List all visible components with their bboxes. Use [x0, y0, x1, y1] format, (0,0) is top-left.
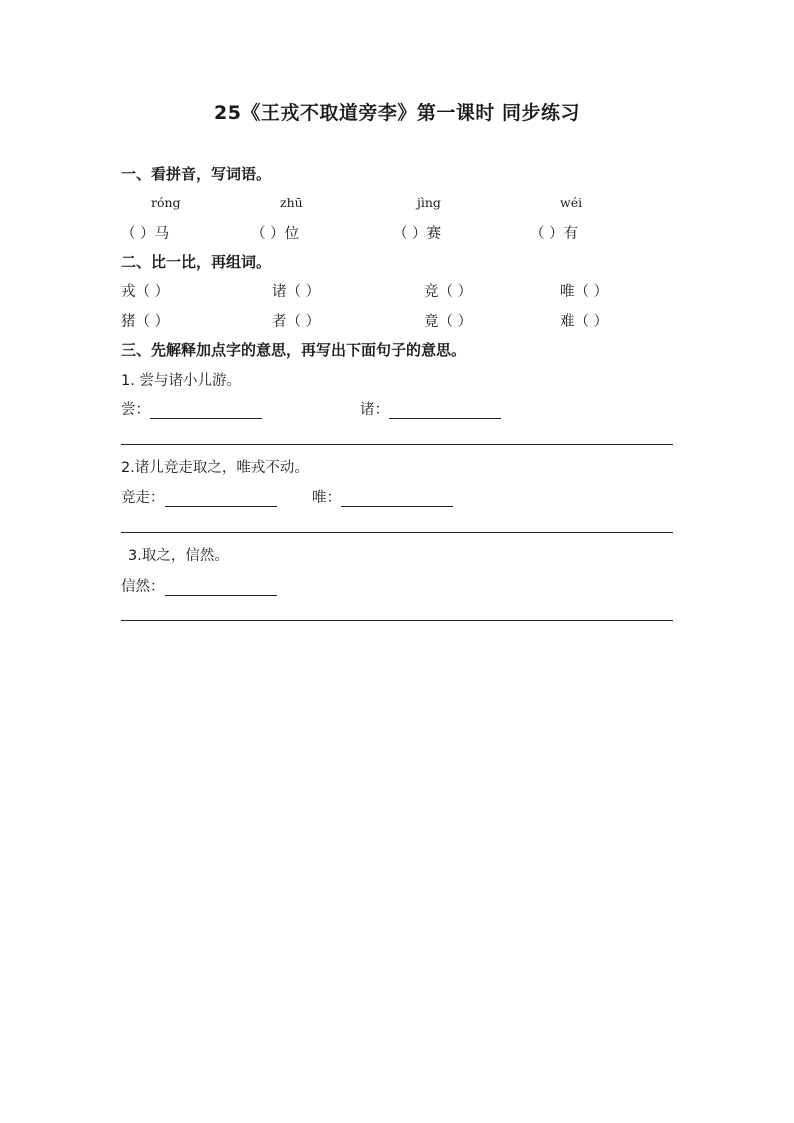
compare-item-r1c4	[560, 280, 608, 301]
answer-paren[interactable]: （ ）	[438, 284, 473, 300]
sentence-answer-line[interactable]	[121, 532, 673, 533]
given-char: 猪	[121, 314, 136, 330]
pinyin-3: jìng	[417, 195, 441, 210]
pinyin-1: róng	[151, 195, 181, 210]
answer-blank[interactable]: （ ）	[393, 226, 427, 242]
question-1-text: 1. 尝与诸小儿游。	[121, 373, 241, 389]
given-char: 竟	[424, 314, 439, 330]
given-char: 唯	[560, 284, 575, 300]
answer-label: 竞走：	[121, 490, 165, 506]
compare-item-r1c2	[272, 280, 320, 301]
question-3-text: 3.取之，信然。	[128, 548, 229, 564]
pinyin-4: wéi	[560, 195, 583, 210]
given-char: 赛	[426, 226, 442, 242]
answer-paren[interactable]: （ ）	[135, 284, 170, 300]
answer-paren[interactable]: （ ）	[574, 284, 609, 300]
given-char: 有	[563, 226, 579, 242]
given-char: 戎	[121, 284, 136, 300]
compare-item-r2c3	[424, 310, 472, 331]
answer-label: 信然：	[121, 579, 165, 595]
answer-blank[interactable]	[389, 402, 501, 419]
q3-answer-a	[121, 575, 277, 596]
sentence-answer-line[interactable]	[121, 620, 673, 621]
word-item-4	[530, 222, 578, 243]
section2-heading: 二、比一比，再组词。	[121, 253, 272, 271]
q1-answer-a	[121, 398, 262, 419]
answer-paren[interactable]: （ ）	[438, 314, 473, 330]
sentence-answer-line[interactable]	[121, 444, 673, 445]
q2-answer-b	[312, 486, 453, 507]
answer-blank[interactable]	[341, 490, 453, 507]
given-char: 位	[284, 226, 300, 242]
answer-label: 唯：	[312, 490, 341, 506]
given-char: 难	[560, 314, 575, 330]
answer-label: 诸：	[360, 402, 389, 418]
answer-blank[interactable]: （ ）	[530, 226, 564, 242]
question-2-text: 2.诸儿竞走取之，唯戎不动。	[121, 460, 309, 476]
answer-paren[interactable]: （ ）	[574, 314, 609, 330]
q2-answer-a	[121, 486, 277, 507]
pinyin-2: zhū	[280, 195, 303, 210]
word-item-2	[251, 222, 299, 243]
answer-label: 尝：	[121, 402, 150, 418]
answer-blank[interactable]	[150, 402, 262, 419]
answer-blank[interactable]: （ ）	[251, 226, 285, 242]
page-title: 25《王戎不取道旁李》第一课时 同步练习	[213, 102, 581, 124]
compare-item-r2c1	[121, 310, 169, 331]
q1-answer-b	[360, 398, 501, 419]
answer-paren[interactable]: （ ）	[135, 314, 170, 330]
answer-blank[interactable]	[165, 579, 277, 596]
section1-heading: 一、看拼音，写词语。	[121, 165, 272, 183]
answer-paren[interactable]: （ ）	[286, 314, 321, 330]
word-item-1	[121, 222, 169, 243]
compare-item-r1c3	[424, 280, 472, 301]
answer-paren[interactable]: （ ）	[286, 284, 321, 300]
given-char: 马	[154, 226, 170, 242]
given-char: 竞	[424, 284, 439, 300]
answer-blank[interactable]	[165, 490, 277, 507]
compare-item-r1c1	[121, 280, 169, 301]
word-item-3	[393, 222, 441, 243]
given-char: 者	[272, 314, 287, 330]
given-char: 诸	[272, 284, 287, 300]
section3-heading: 三、先解释加点字的意思，再写出下面句子的意思。	[121, 341, 467, 359]
compare-item-r2c4	[560, 310, 608, 331]
compare-item-r2c2	[272, 310, 320, 331]
answer-blank[interactable]: （ ）	[121, 226, 155, 242]
